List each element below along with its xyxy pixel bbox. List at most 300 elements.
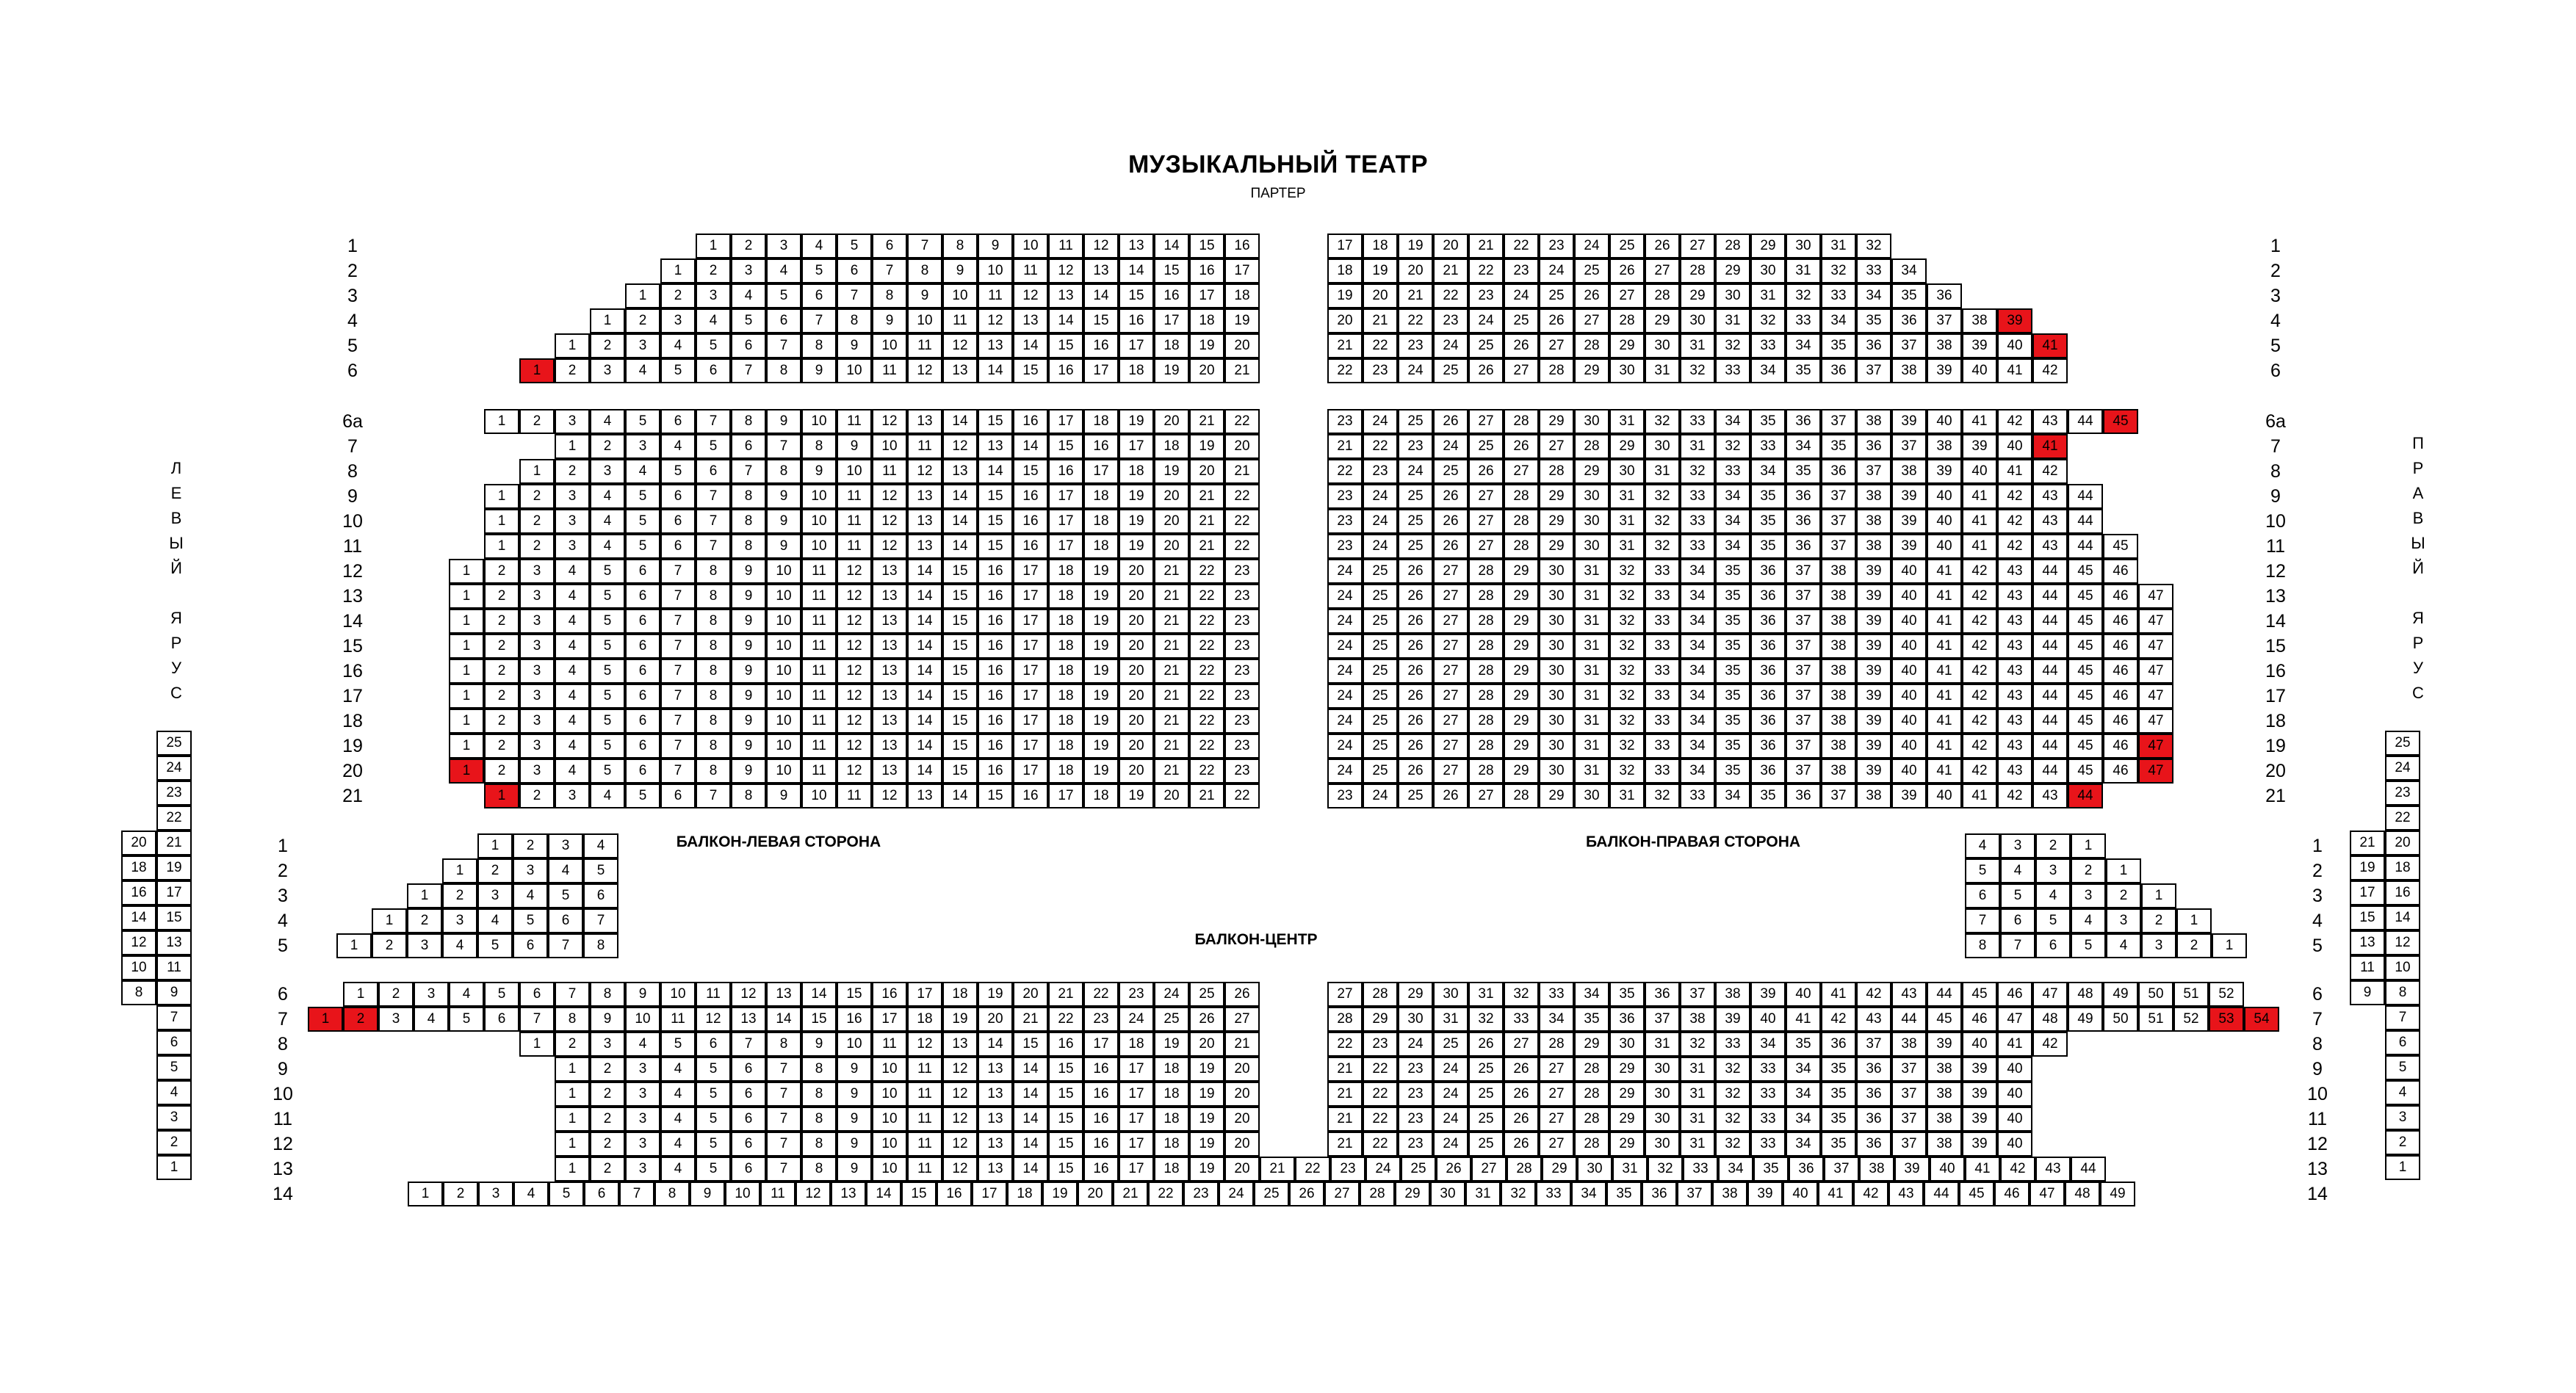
seat[interactable]: 21: [1154, 584, 1189, 609]
seat[interactable]: 3: [625, 333, 660, 358]
seat[interactable]: 13: [1013, 308, 1048, 333]
seat[interactable]: 14: [1013, 1057, 1048, 1082]
seat[interactable]: 27: [1504, 1032, 1539, 1057]
seat[interactable]: 2: [442, 883, 477, 908]
seat[interactable]: 18: [1083, 509, 1119, 534]
seat[interactable]: 11: [760, 1182, 795, 1206]
seat[interactable]: 39: [1962, 1107, 1997, 1132]
seat[interactable]: 28: [1574, 434, 1609, 459]
seat[interactable]: 25: [1468, 1057, 1504, 1082]
seat[interactable]: 12: [907, 358, 942, 383]
seat[interactable]: 28: [1574, 333, 1609, 358]
seat[interactable]: 14: [978, 1032, 1013, 1057]
seat[interactable]: 26: [1398, 584, 1433, 609]
seat[interactable]: 34: [1574, 982, 1609, 1007]
seat[interactable]: 30: [1750, 258, 1786, 283]
seat[interactable]: 9: [731, 709, 766, 734]
seat[interactable]: 13: [978, 333, 1013, 358]
seat[interactable]: 12: [907, 459, 942, 484]
tier-right-box[interactable]: 23: [2385, 781, 2420, 806]
seat[interactable]: 4: [555, 559, 590, 584]
seat[interactable]: 10: [801, 784, 837, 808]
seat[interactable]: 32: [1645, 534, 1680, 559]
seat[interactable]: 43: [1997, 609, 2032, 634]
seat[interactable]: 26: [1609, 258, 1645, 283]
seat[interactable]: 15: [1048, 333, 1083, 358]
seat[interactable]: 19: [1363, 258, 1398, 283]
seat[interactable]: 31: [1680, 1132, 1715, 1157]
seat[interactable]: 4: [590, 409, 625, 434]
tier-right-box[interactable]: 1: [2385, 1155, 2420, 1180]
seat[interactable]: 34: [1680, 659, 1715, 684]
seat[interactable]: 8: [801, 1107, 837, 1132]
seat[interactable]: 41: [1962, 509, 1997, 534]
seat[interactable]: 13: [907, 784, 942, 808]
seat[interactable]: 13: [831, 1182, 866, 1206]
seat[interactable]: 39: [1962, 434, 1997, 459]
seat[interactable]: 15: [942, 659, 978, 684]
seat[interactable]: 34: [1715, 484, 1750, 509]
seat[interactable]: 38: [1856, 484, 1891, 509]
seat[interactable]: 3: [414, 982, 449, 1007]
seat[interactable]: 25: [1433, 1032, 1468, 1057]
seat[interactable]: 14: [907, 584, 942, 609]
seat[interactable]: 41: [1821, 982, 1856, 1007]
seat[interactable]: 9: [731, 609, 766, 634]
seat[interactable]: 1: [449, 709, 484, 734]
seat[interactable]: 10: [725, 1182, 760, 1206]
seat[interactable]: 11: [801, 609, 837, 634]
seat[interactable]: 34: [1680, 759, 1715, 784]
seat[interactable]: 4: [442, 933, 477, 958]
seat[interactable]: 5: [590, 559, 625, 584]
seat[interactable]: 11: [907, 434, 942, 459]
tier-right-box[interactable]: 21: [2350, 831, 2385, 855]
seat[interactable]: 22: [1504, 234, 1539, 258]
seat[interactable]: 19: [1119, 409, 1154, 434]
seat[interactable]: 35: [1750, 409, 1786, 434]
seat[interactable]: 9: [731, 759, 766, 784]
seat[interactable]: 6: [625, 609, 660, 634]
seat[interactable]: 16: [1083, 1107, 1119, 1132]
seat[interactable]: 32: [1750, 308, 1786, 333]
seat[interactable]: 19: [1083, 609, 1119, 634]
seat[interactable]: 20: [1224, 1157, 1260, 1182]
seat[interactable]: 40: [1891, 634, 1927, 659]
seat[interactable]: 16: [1013, 484, 1048, 509]
seat[interactable]: 39: [1856, 609, 1891, 634]
seat[interactable]: 27: [1433, 584, 1468, 609]
seat[interactable]: 21: [1327, 1132, 1363, 1157]
seat[interactable]: 24: [1433, 1107, 1468, 1132]
seat[interactable]: 28: [1468, 734, 1504, 759]
seat[interactable]: 18: [1048, 684, 1083, 709]
seat[interactable]: 39: [1997, 308, 2032, 333]
seat[interactable]: 29: [1574, 1032, 1609, 1057]
seat[interactable]: 27: [1539, 1132, 1574, 1157]
seat[interactable]: 16: [1048, 1032, 1083, 1057]
seat[interactable]: 3: [442, 908, 477, 933]
seat[interactable]: 21: [1224, 358, 1260, 383]
seat[interactable]: 48: [2032, 1007, 2068, 1032]
seat[interactable]: 15: [1048, 1157, 1083, 1182]
seat[interactable]: 24: [1119, 1007, 1154, 1032]
seat[interactable]: 18: [1083, 484, 1119, 509]
seat[interactable]: 4: [731, 283, 766, 308]
seat[interactable]: 41: [1997, 1032, 2032, 1057]
seat[interactable]: 18: [1048, 709, 1083, 734]
seat[interactable]: 5: [2071, 933, 2106, 958]
seat[interactable]: 42: [1997, 409, 2032, 434]
seat[interactable]: 14: [907, 709, 942, 734]
seat[interactable]: 1: [555, 1082, 590, 1107]
seat[interactable]: 33: [1750, 1132, 1786, 1157]
seat[interactable]: 24: [1363, 409, 1398, 434]
seat[interactable]: 5: [590, 584, 625, 609]
seat[interactable]: 35: [1786, 459, 1821, 484]
seat[interactable]: 5: [660, 1032, 696, 1057]
seat[interactable]: 25: [1398, 409, 1433, 434]
seat[interactable]: 1: [449, 584, 484, 609]
seat[interactable]: 18: [1048, 584, 1083, 609]
seat[interactable]: 43: [2035, 1157, 2071, 1182]
seat[interactable]: 37: [1891, 1132, 1927, 1157]
seat[interactable]: 39: [1856, 684, 1891, 709]
seat[interactable]: 6: [625, 659, 660, 684]
seat[interactable]: 34: [1680, 584, 1715, 609]
seat[interactable]: 19: [1189, 1107, 1224, 1132]
seat[interactable]: 9: [837, 1057, 872, 1082]
seat[interactable]: 17: [1224, 258, 1260, 283]
seat[interactable]: 31: [1574, 634, 1609, 659]
seat[interactable]: 22: [1189, 684, 1224, 709]
seat[interactable]: 9: [590, 1007, 625, 1032]
seat[interactable]: 37: [1786, 759, 1821, 784]
seat[interactable]: 10: [872, 1057, 907, 1082]
seat[interactable]: 21: [1154, 759, 1189, 784]
seat[interactable]: 26: [1398, 734, 1433, 759]
seat[interactable]: 44: [2032, 584, 2068, 609]
seat[interactable]: 10: [766, 759, 801, 784]
seat[interactable]: 3: [555, 534, 590, 559]
seat[interactable]: 16: [872, 982, 907, 1007]
seat[interactable]: 17: [1083, 358, 1119, 383]
seat[interactable]: 33: [1821, 283, 1856, 308]
seat[interactable]: 37: [1927, 308, 1962, 333]
seat[interactable]: 4: [801, 234, 837, 258]
seat[interactable]: 6: [731, 1157, 766, 1182]
seat[interactable]: 36: [1856, 1107, 1891, 1132]
seat[interactable]: 40: [1927, 784, 1962, 808]
seat[interactable]: 18: [1224, 283, 1260, 308]
seat[interactable]: 26: [1504, 1107, 1539, 1132]
tier-left-box[interactable]: 23: [156, 781, 192, 806]
seat[interactable]: 36: [1786, 509, 1821, 534]
seat[interactable]: 21: [1189, 484, 1224, 509]
seat[interactable]: 5: [625, 409, 660, 434]
seat[interactable]: 30: [1645, 1057, 1680, 1082]
seat[interactable]: 47: [2030, 1182, 2065, 1206]
seat[interactable]: 42: [1962, 734, 1997, 759]
tier-left-box[interactable]: 22: [156, 806, 192, 831]
seat[interactable]: 4: [660, 333, 696, 358]
seat[interactable]: 2: [660, 283, 696, 308]
seat[interactable]: 47: [2138, 609, 2173, 634]
seat[interactable]: 28: [1539, 358, 1574, 383]
seat[interactable]: 1: [484, 534, 519, 559]
seat[interactable]: 17: [1048, 509, 1083, 534]
seat[interactable]: 10: [837, 1032, 872, 1057]
seat[interactable]: 36: [1642, 1182, 1677, 1206]
seat[interactable]: 21: [1189, 534, 1224, 559]
seat[interactable]: 29: [1539, 409, 1574, 434]
seat[interactable]: 46: [2103, 759, 2138, 784]
seat[interactable]: 16: [978, 709, 1013, 734]
seat[interactable]: 9: [625, 982, 660, 1007]
seat[interactable]: 14: [907, 734, 942, 759]
seat[interactable]: 44: [1891, 1007, 1927, 1032]
seat[interactable]: 22: [1398, 308, 1433, 333]
seat[interactable]: 18: [1083, 784, 1119, 808]
seat[interactable]: 38: [1821, 709, 1856, 734]
seat[interactable]: 35: [1821, 1107, 1856, 1132]
seat[interactable]: 23: [1224, 684, 1260, 709]
seat[interactable]: 18: [1048, 734, 1083, 759]
seat[interactable]: 15: [942, 734, 978, 759]
seat[interactable]: 33: [1786, 308, 1821, 333]
seat[interactable]: 33: [1645, 584, 1680, 609]
seat[interactable]: 36: [1750, 584, 1786, 609]
seat[interactable]: 5: [696, 333, 731, 358]
seat[interactable]: 4: [513, 883, 548, 908]
seat[interactable]: 26: [1504, 1057, 1539, 1082]
seat[interactable]: 16: [1189, 258, 1224, 283]
seat[interactable]: 5: [625, 534, 660, 559]
seat[interactable]: 3: [625, 1132, 660, 1157]
seat[interactable]: 19: [1189, 1082, 1224, 1107]
seat[interactable]: 2: [590, 1132, 625, 1157]
seat[interactable]: 41: [1818, 1182, 1853, 1206]
seat[interactable]: 17: [1013, 634, 1048, 659]
seat[interactable]: 17: [1013, 559, 1048, 584]
seat[interactable]: 2: [519, 409, 555, 434]
seat[interactable]: 4: [625, 358, 660, 383]
seat[interactable]: 40: [1783, 1182, 1818, 1206]
seat[interactable]: 35: [1574, 1007, 1609, 1032]
seat[interactable]: 18: [1189, 308, 1224, 333]
seat[interactable]: 23: [1468, 283, 1504, 308]
seat[interactable]: 44: [2071, 1157, 2106, 1182]
seat[interactable]: 19: [1154, 459, 1189, 484]
seat[interactable]: 5: [2000, 883, 2035, 908]
seat[interactable]: 4: [555, 584, 590, 609]
seat[interactable]: 2: [484, 609, 519, 634]
seat[interactable]: 3: [519, 634, 555, 659]
seat[interactable]: 22: [1224, 534, 1260, 559]
seat[interactable]: 30: [1539, 634, 1574, 659]
seat[interactable]: 15: [1083, 308, 1119, 333]
seat[interactable]: 32: [1609, 684, 1645, 709]
seat[interactable]: 3: [590, 358, 625, 383]
seat[interactable]: 35: [1750, 784, 1786, 808]
seat[interactable]: 3: [625, 1107, 660, 1132]
seat[interactable]: 45: [2103, 534, 2138, 559]
seat[interactable]: 39: [1891, 784, 1927, 808]
seat[interactable]: 39: [1891, 484, 1927, 509]
seat[interactable]: 6: [660, 484, 696, 509]
seat[interactable]: 28: [1574, 1132, 1609, 1157]
seat[interactable]: 27: [1433, 759, 1468, 784]
seat[interactable]: 32: [1609, 559, 1645, 584]
seat[interactable]: 29: [1574, 358, 1609, 383]
seat[interactable]: 39: [1747, 1182, 1783, 1206]
seat[interactable]: 32: [1680, 459, 1715, 484]
seat[interactable]: 19: [942, 1007, 978, 1032]
seat[interactable]: 40: [1891, 709, 1927, 734]
seat[interactable]: 23: [1398, 1082, 1433, 1107]
tier-left-box[interactable]: 20: [121, 831, 156, 855]
seat[interactable]: 1: [308, 1007, 343, 1032]
seat[interactable]: 12: [837, 584, 872, 609]
seat[interactable]: 32: [1609, 634, 1645, 659]
seat[interactable]: 17: [1119, 434, 1154, 459]
seat[interactable]: 38: [1962, 308, 1997, 333]
seat[interactable]: 24: [1327, 759, 1363, 784]
seat[interactable]: 30: [1609, 459, 1645, 484]
seat[interactable]: 28: [1680, 258, 1715, 283]
seat[interactable]: 11: [907, 1132, 942, 1157]
seat[interactable]: 13: [907, 534, 942, 559]
seat[interactable]: 30: [1645, 1082, 1680, 1107]
seat[interactable]: 2: [443, 1182, 478, 1206]
seat[interactable]: 13: [907, 484, 942, 509]
seat[interactable]: 23: [1327, 409, 1363, 434]
seat[interactable]: 19: [978, 982, 1013, 1007]
seat[interactable]: 26: [1398, 559, 1433, 584]
seat[interactable]: 4: [1965, 833, 2000, 858]
seat[interactable]: 8: [1965, 933, 2000, 958]
seat[interactable]: 16: [978, 659, 1013, 684]
seat[interactable]: 23: [1363, 1032, 1398, 1057]
seat[interactable]: 9: [801, 459, 837, 484]
seat[interactable]: 1: [519, 1032, 555, 1057]
seat[interactable]: 8: [801, 1057, 837, 1082]
seat[interactable]: 44: [2068, 784, 2103, 808]
seat[interactable]: 6: [696, 459, 731, 484]
seat[interactable]: 2: [590, 434, 625, 459]
seat[interactable]: 20: [1154, 534, 1189, 559]
seat[interactable]: 17: [1119, 1157, 1154, 1182]
seat[interactable]: 39: [1962, 1132, 1997, 1157]
seat[interactable]: 34: [1786, 1057, 1821, 1082]
seat[interactable]: 2: [2035, 833, 2071, 858]
seat[interactable]: 15: [1013, 358, 1048, 383]
seat[interactable]: 37: [1891, 434, 1927, 459]
seat[interactable]: 3: [2035, 858, 2071, 883]
seat[interactable]: 10: [660, 982, 696, 1007]
seat[interactable]: 15: [942, 709, 978, 734]
seat[interactable]: 32: [1715, 1057, 1750, 1082]
seat[interactable]: 19: [1083, 709, 1119, 734]
seat[interactable]: 22: [1048, 1007, 1083, 1032]
seat[interactable]: 33: [1750, 1107, 1786, 1132]
seat[interactable]: 44: [2032, 709, 2068, 734]
seat[interactable]: 8: [766, 1032, 801, 1057]
seat[interactable]: 13: [942, 358, 978, 383]
seat[interactable]: 7: [766, 1157, 801, 1182]
seat[interactable]: 7: [731, 459, 766, 484]
seat[interactable]: 15: [1048, 1057, 1083, 1082]
seat[interactable]: 20: [1078, 1182, 1113, 1206]
tier-left-box[interactable]: 2: [156, 1130, 192, 1155]
seat[interactable]: 2: [696, 258, 731, 283]
seat[interactable]: 39: [1856, 559, 1891, 584]
seat[interactable]: 39: [1894, 1157, 1930, 1182]
seat[interactable]: 11: [837, 784, 872, 808]
seat[interactable]: 46: [2103, 709, 2138, 734]
seat[interactable]: 4: [660, 434, 696, 459]
seat[interactable]: 18: [1048, 634, 1083, 659]
seat[interactable]: 9: [731, 734, 766, 759]
seat[interactable]: 14: [907, 634, 942, 659]
seat[interactable]: 38: [1927, 1057, 1962, 1082]
seat[interactable]: 1: [2141, 883, 2176, 908]
seat[interactable]: 23: [1119, 982, 1154, 1007]
seat[interactable]: 13: [978, 434, 1013, 459]
seat[interactable]: 33: [1539, 982, 1574, 1007]
seat[interactable]: 11: [907, 1057, 942, 1082]
seat[interactable]: 3: [555, 484, 590, 509]
seat[interactable]: 36: [1821, 1032, 1856, 1057]
seat[interactable]: 1: [449, 559, 484, 584]
seat[interactable]: 14: [907, 609, 942, 634]
seat[interactable]: 45: [2068, 559, 2103, 584]
seat[interactable]: 36: [1609, 1007, 1645, 1032]
seat[interactable]: 46: [1997, 982, 2032, 1007]
seat[interactable]: 43: [1997, 709, 2032, 734]
seat[interactable]: 13: [872, 684, 907, 709]
seat[interactable]: 16: [978, 584, 1013, 609]
seat[interactable]: 10: [766, 609, 801, 634]
seat[interactable]: 19: [1189, 1157, 1224, 1182]
seat[interactable]: 11: [907, 333, 942, 358]
seat[interactable]: 41: [1997, 358, 2032, 383]
seat[interactable]: 8: [555, 1007, 590, 1032]
seat[interactable]: 39: [1891, 409, 1927, 434]
seat[interactable]: 38: [1856, 534, 1891, 559]
seat[interactable]: 30: [1645, 434, 1680, 459]
seat[interactable]: 42: [1962, 759, 1997, 784]
seat[interactable]: 7: [660, 634, 696, 659]
seat[interactable]: 17: [1119, 333, 1154, 358]
seat[interactable]: 33: [1856, 258, 1891, 283]
seat[interactable]: 19: [1083, 734, 1119, 759]
seat[interactable]: 20: [1013, 982, 1048, 1007]
seat[interactable]: 37: [1891, 333, 1927, 358]
seat[interactable]: 24: [1539, 258, 1574, 283]
seat[interactable]: 37: [1821, 484, 1856, 509]
seat[interactable]: 11: [801, 584, 837, 609]
seat[interactable]: 22: [1468, 258, 1504, 283]
seat[interactable]: 20: [1327, 308, 1363, 333]
seat[interactable]: 15: [1048, 1082, 1083, 1107]
seat[interactable]: 3: [519, 734, 555, 759]
seat[interactable]: 10: [766, 584, 801, 609]
seat[interactable]: 36: [1786, 784, 1821, 808]
seat[interactable]: 23: [1327, 784, 1363, 808]
seat[interactable]: 30: [1574, 509, 1609, 534]
seat[interactable]: 23: [1327, 534, 1363, 559]
